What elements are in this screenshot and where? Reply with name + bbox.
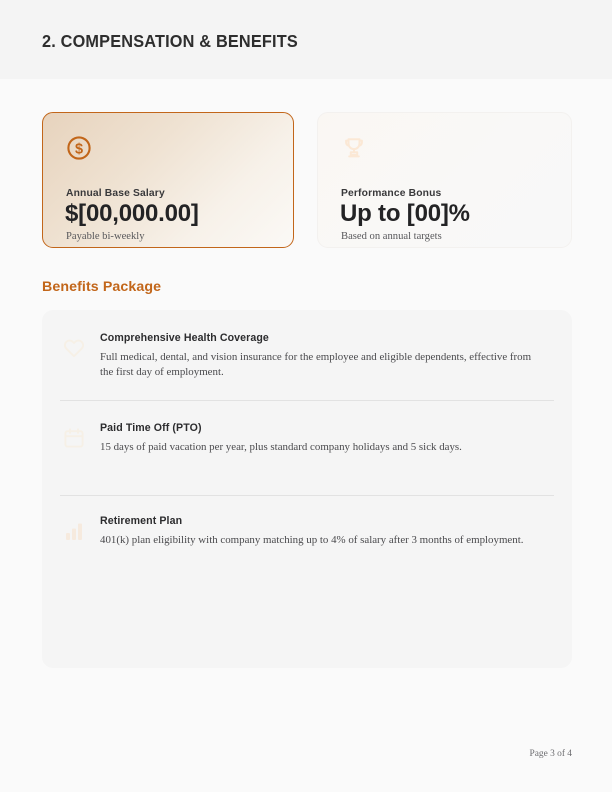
benefit-description: 401(k) plan eligibility with company matching up to 4% of salary after 3 months of employment. <box>100 534 524 546</box>
benefit-divider <box>60 400 554 401</box>
page-title: 2. COMPENSATION & BENEFITS <box>42 31 298 51</box>
benefit-description: Full medical, dental, and vision insurance for the employee and eligible dependents, effective from the first day of employment. <box>100 351 532 378</box>
benefit-title: Comprehensive Health Coverage <box>100 332 269 344</box>
stat-card-value: $[00,000.00] <box>65 200 199 227</box>
benefit-title: Retirement Plan <box>100 515 183 527</box>
stat-card-caption: Payable bi-weekly <box>66 231 145 242</box>
benefit-item-paid-time-off <box>42 422 572 455</box>
heart-icon <box>62 336 86 360</box>
benefit-title: Paid Time Off (PTO) <box>100 422 202 434</box>
benefits-package-heading: Benefits Package <box>42 279 162 295</box>
calendar-icon <box>62 426 86 450</box>
stat-card-value: Up to [00]% <box>340 200 470 227</box>
svg-text:$: $ <box>74 141 84 158</box>
benefit-item-health-coverage <box>42 332 572 380</box>
stat-card-caption: Based on annual targets <box>341 231 442 242</box>
stat-card-group <box>42 112 572 248</box>
stat-card-label: Annual Base Salary <box>66 188 165 199</box>
trophy-icon <box>341 135 367 161</box>
stat-card-performance-bonus <box>317 112 572 248</box>
page-number: Page 3 of 4 <box>529 749 572 759</box>
stat-card-annual-base-salary <box>42 112 294 248</box>
benefit-item-retirement-plan <box>42 515 572 548</box>
bar-chart-icon <box>62 519 86 543</box>
benefits-package-panel <box>42 310 572 668</box>
dollar-circle-icon <box>66 135 92 161</box>
stat-card-label: Performance Bonus <box>341 188 442 199</box>
benefit-divider <box>60 495 554 496</box>
benefit-description: 15 days of paid vacation per year, plus standard company holidays and 5 sick days. <box>100 441 462 453</box>
